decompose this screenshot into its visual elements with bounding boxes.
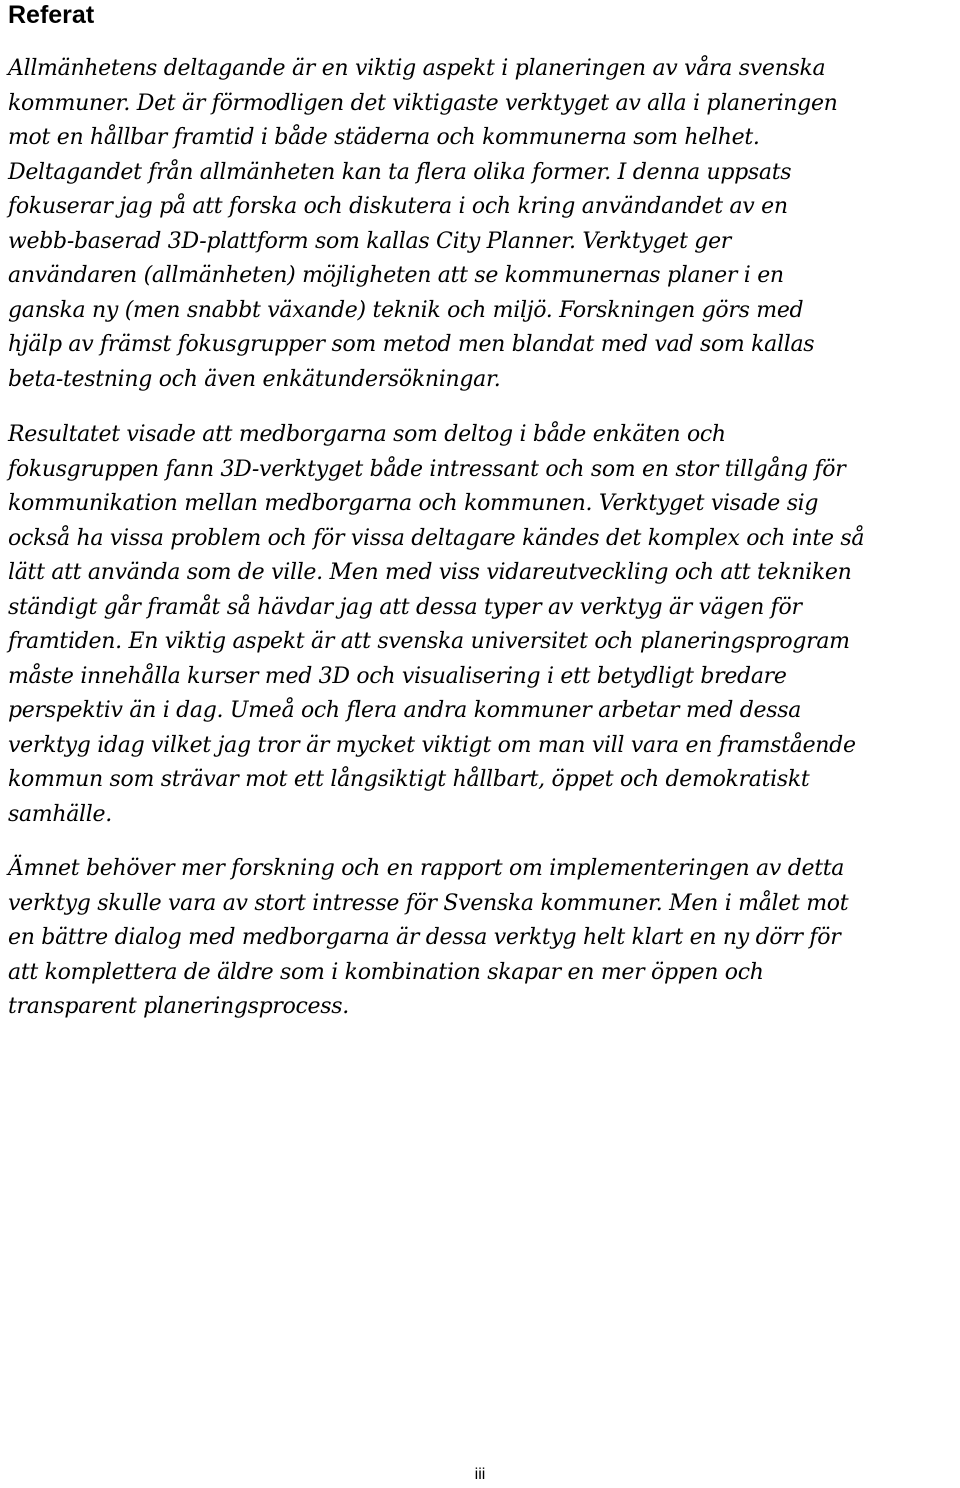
paragraph-line: mot en hållbar framtid i både städerna och kommunerna som helhet. xyxy=(8,125,760,150)
paragraph-line: Resultatet visade att medborgarna som deltog i både enkäten och xyxy=(8,422,726,447)
paragraph-line: lätt att använda som de ville. Men med viss vidareutveckling och att tekniken xyxy=(8,560,852,585)
paragraph-1 xyxy=(8,52,838,397)
paragraph-line: Ämnet behöver mer forskning och en rapport om implementeringen av detta xyxy=(8,856,845,881)
paragraph-2 xyxy=(8,418,864,832)
paragraph-3 xyxy=(8,852,848,1025)
paragraph-line: kommuner. Det är förmodligen det viktigaste verktyget av alla i planeringen xyxy=(8,90,838,116)
paragraph-line: framtiden. En viktig aspekt är att svenska universitet och planeringsprogram xyxy=(8,629,850,654)
paragraph-line: fokuserar jag på att forska och diskutera i och kring användandet av en xyxy=(8,194,788,219)
paragraph-line: hjälp av främst fokusgrupper som metod men blandat med vad som kallas xyxy=(8,332,815,357)
paragraph-line: en bättre dialog med medborgarna är dessa verktyg helt klart en ny dörr för xyxy=(8,925,841,950)
paragraph-line: måste innehålla kurser med 3D och visualisering i ett betydligt bredare xyxy=(8,663,787,689)
paragraph-line: att komplettera de äldre som i kombination skapar en mer öppen och xyxy=(8,959,764,985)
paragraph-line: beta-testning och även enkätundersökningar. xyxy=(8,366,501,392)
paragraph-line: samhälle. xyxy=(8,801,112,827)
paragraph-line: ganska ny (men snabbt växande) teknik och miljö. Forskningen görs med xyxy=(8,297,804,323)
page-number: iii xyxy=(474,1466,486,1483)
paragraph-line: Deltagandet från allmänheten kan ta flera olika former. I denna uppsats xyxy=(8,159,792,185)
paragraph-line: ständigt går framåt så hävdar jag att dessa typer av verktyg är vägen för xyxy=(8,594,802,620)
page-heading: Referat xyxy=(8,1,95,29)
paragraph-line: verktyg skulle vara av stort intresse för Svenska kommuner. Men i målet mot xyxy=(8,890,849,916)
paragraph-line: fokusgruppen fann 3D-verktyget både intressant och som en stor tillgång för xyxy=(8,456,846,482)
paragraph-line: användaren (allmänheten) möjligheten att se kommunernas planer i en xyxy=(8,263,784,288)
paragraph-line: Allmänhetens deltagande är en viktig aspekt i planeringen av våra svenska xyxy=(8,56,826,81)
paragraph-line: också ha vissa problem och för vissa deltagare kändes det komplex och inte så xyxy=(8,525,865,551)
paragraph-line: verktyg idag vilket jag tror är mycket viktigt om man vill vara en framstående xyxy=(8,732,856,758)
paragraph-line: perspektiv än i dag. Umeå och flera andra kommuner arbetar med dessa xyxy=(8,698,802,723)
paragraph-line: kommun som strävar mot ett långsiktigt hållbart, öppet och demokratiskt xyxy=(8,767,810,792)
paragraph-line: kommunikation mellan medborgarna och kommunen. Verktyget visade sig xyxy=(8,491,819,516)
paragraph-line: transparent planeringsprocess. xyxy=(8,994,349,1019)
paragraph-line: webb-baserad 3D-plattform som kallas City Planner. Verktyget ger xyxy=(8,228,732,254)
